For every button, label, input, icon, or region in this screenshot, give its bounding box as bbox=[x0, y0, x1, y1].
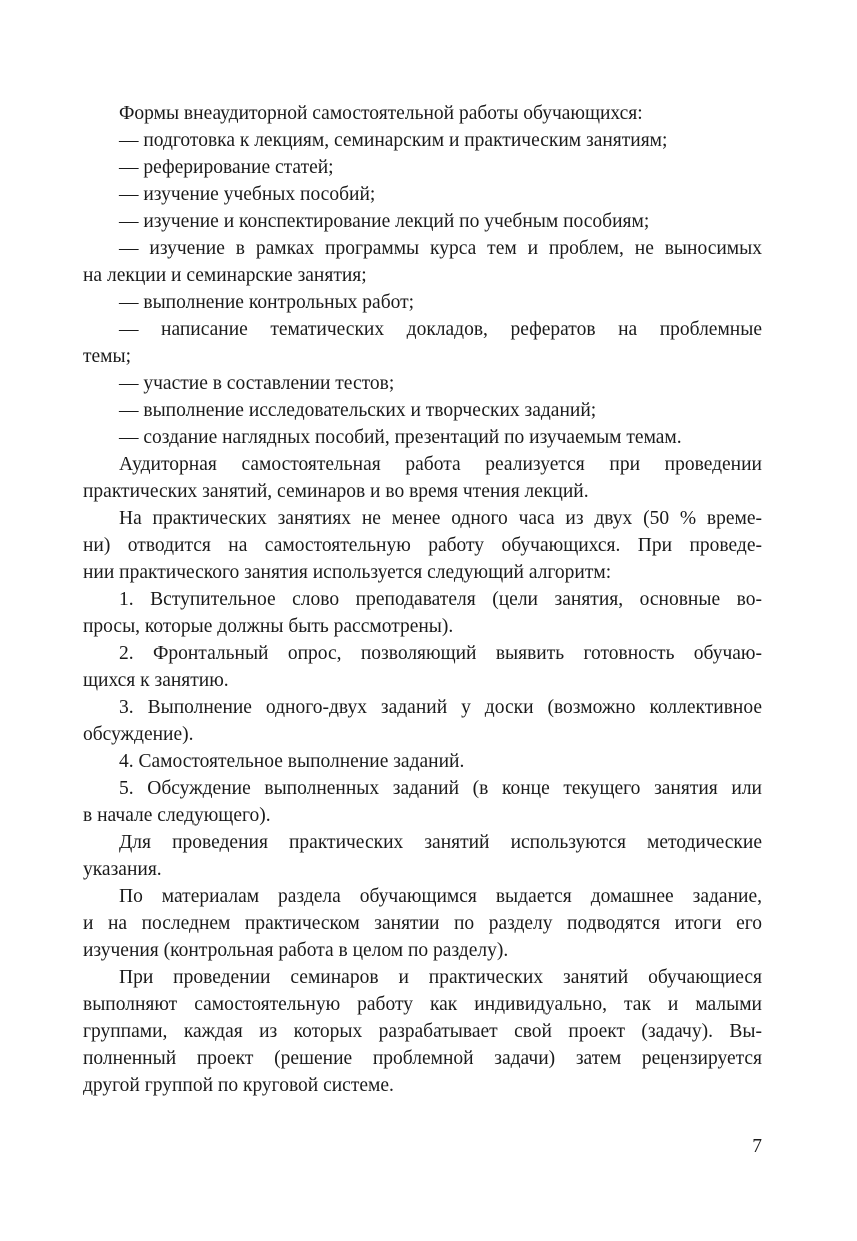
text-line: На практических занятиях не менее одного часа из двух (50 % време- bbox=[119, 508, 762, 529]
list-item: — реферирование статей; bbox=[119, 157, 334, 178]
page-number: 7 bbox=[752, 1136, 762, 1157]
numbered-item-continuation: обсуждение). bbox=[83, 724, 194, 745]
text-line: Аудиторная самостоятельная работа реализуется при проведении bbox=[119, 454, 762, 475]
text-line: выполняют самостоятельную работу как индивидуально, так и малыми bbox=[83, 994, 762, 1015]
text-line: группами, каждая из которых разрабатывает свой проект (задачу). Вы- bbox=[83, 1021, 762, 1042]
numbered-item-continuation: щихся к занятию. bbox=[83, 670, 229, 691]
numbered-item: 1. Вступительное слово преподавателя (цели занятия, основные во- bbox=[119, 589, 762, 610]
numbered-item: 4. Самостоятельное выполнение заданий. bbox=[119, 751, 465, 772]
list-item: — выполнение контрольных работ; bbox=[119, 292, 415, 313]
text-line: ни) отводится на самостоятельную работу обучающихся. При проведе- bbox=[83, 535, 762, 556]
numbered-item: 2. Фронтальный опрос, позволяющий выявить готовность обучаю- bbox=[119, 643, 762, 664]
numbered-item: 5. Обсуждение выполненных заданий (в конце текущего занятия или bbox=[119, 778, 762, 799]
numbered-item: 3. Выполнение одного-двух заданий у доски (возможно коллективное bbox=[119, 697, 762, 718]
list-item: — написание тематических докладов, рефератов на проблемные bbox=[119, 319, 762, 340]
document-body bbox=[83, 100, 762, 1099]
text-line: изучения (контрольная работа в целом по разделу). bbox=[83, 940, 509, 961]
list-item-continuation: темы; bbox=[83, 346, 132, 367]
text-line: другой группой по круговой системе. bbox=[83, 1075, 394, 1096]
text-line: указания. bbox=[83, 859, 162, 880]
list-item-continuation: на лекции и семинарские занятия; bbox=[83, 265, 367, 286]
list-item: — выполнение исследовательских и творческих заданий; bbox=[119, 400, 597, 421]
text-line: При проведении семинаров и практических занятий обучающиеся bbox=[119, 967, 762, 988]
text-line: По материалам раздела обучающимся выдается домашнее задание, bbox=[119, 886, 762, 907]
list-item: — подготовка к лекциям, семинарским и практическим занятиям; bbox=[119, 130, 668, 151]
text-line: практических занятий, семинаров и во время чтения лекций. bbox=[83, 481, 589, 502]
list-item: — изучение и конспектирование лекций по учебным пособиям; bbox=[119, 211, 650, 232]
list-item: — участие в составлении тестов; bbox=[119, 373, 395, 394]
text-line: полненный проект (решение проблемной задачи) затем рецензируется bbox=[83, 1048, 762, 1069]
numbered-item-continuation: в начале следующего). bbox=[83, 805, 271, 826]
text-line: Для проведения практических занятий используются методические bbox=[119, 832, 762, 853]
list-item: — изучение в рамках программы курса тем и проблем, не выносимых bbox=[119, 238, 762, 259]
text-line: и на последнем практическом занятии по разделу подводятся итоги его bbox=[83, 913, 762, 934]
list-item: — создание наглядных пособий, презентаций по изучаемым темам. bbox=[119, 427, 682, 448]
numbered-item-continuation: просы, которые должны быть рассмотрены). bbox=[83, 616, 454, 637]
text-line: нии практического занятия используется следующий алгоритм: bbox=[83, 562, 612, 583]
text-line: Формы внеаудиторной самостоятельной работы обучающихся: bbox=[119, 103, 643, 124]
list-item: — изучение учебных пособий; bbox=[119, 184, 376, 205]
